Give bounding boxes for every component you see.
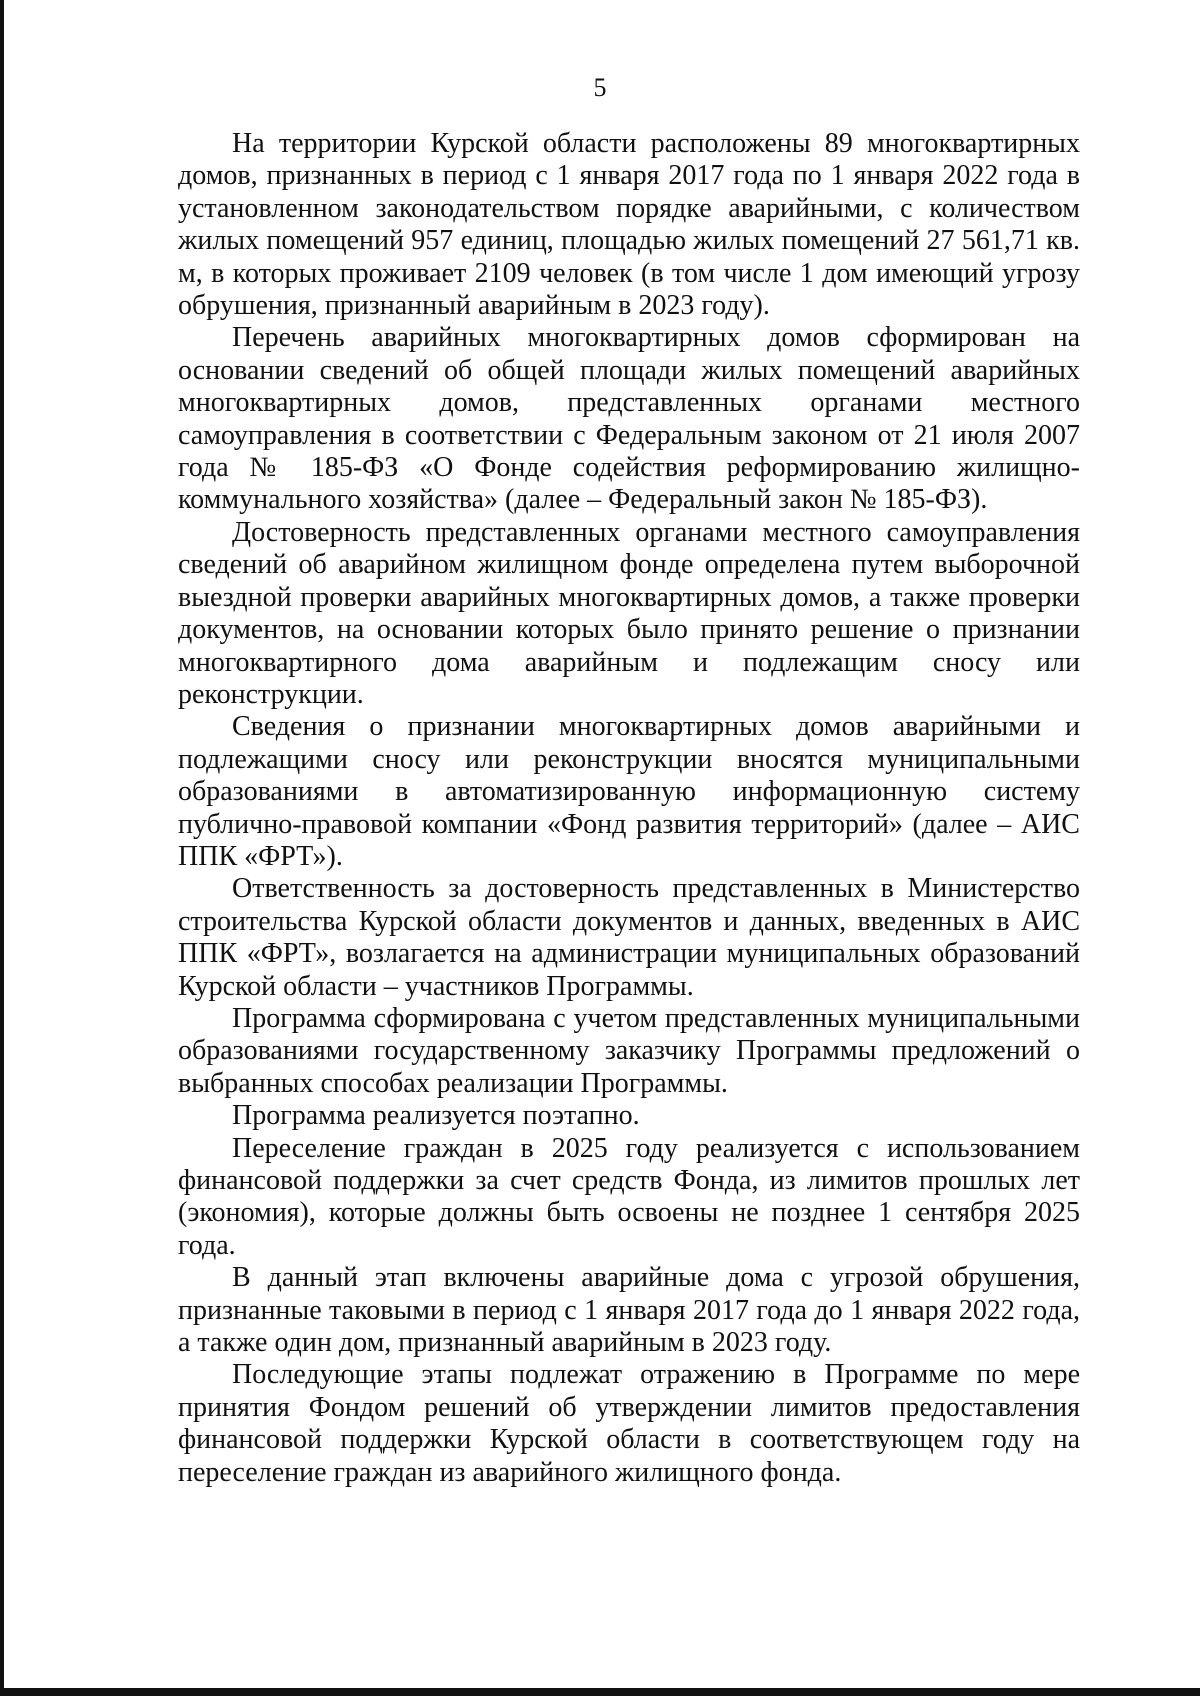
page-number: 5 (593, 73, 607, 102)
paragraph-stage-contents: В данный этап включены аварийные дома с угрозой обрушения, признанные таковыми в период с 1 января 2017 года до 1 января 2022 года, а также один дом, признанный аварийным в 2023 году. (178, 1262, 1080, 1359)
scan-bottom-edge (0, 1688, 1200, 1696)
paragraph-program-formation: Программа сформирована с учетом представленных муниципальными образованиями государственному заказчику Программы предложений о выбранных способах реализации Программы. (178, 1002, 1080, 1099)
paragraph-subsequent-stages: Последующие этапы подлежат отражению в Программе по мере принятия Фондом решений об утверждении лимитов предоставления финансовой поддержки Курской области в соответствующем году на переселение граждан из аварийного жилищного фонда. (178, 1359, 1080, 1488)
scan-left-edge (0, 0, 4, 1696)
paragraph-data-reliability: Достоверность представленных органами местного самоуправления сведений об аварийном жилищном фонде определена путем выборочной выездной проверки аварийных многоквартирных домов, а также проверки документов, на основании которых было принято решение о признании многоквартирного дома аварийным и подлежащим сносу или реконструкции. (178, 516, 1080, 710)
paragraph-responsibility: Ответственность за достоверность представленных в Министерство строительства Курской области документов и данных, введенных в АИС ППК «ФРТ», возлагается на администрации муниципальных образований Курской области – участников Программы. (178, 873, 1080, 1002)
paragraph-emergency-houses: На территории Курской области расположены 89 многоквартирных домов, признанных в период с 1 января 2017 года по 1 января 2022 года в установленном законодательством порядке аварийными, с количеством жилых помещений 957 единиц, площадью жилых помещений 27 561,71 кв. м, в которых проживает 2109 человек (в том числе 1 дом имеющий угрозу обрушения, признанный аварийным в 2023 году). (178, 128, 1080, 322)
paragraph-houses-list: Перечень аварийных многоквартирных домов сформирован на основании сведений об общей площади жилых помещений аварийных многоквартирных домов, представленных органами местного самоуправления в соответствии с Федеральным законом от 21 июля 2007 года № 185-ФЗ «О Фонде содействия реформированию жилищно-коммунального хозяйства» (далее – Федеральный закон № 185-ФЗ). (178, 322, 1080, 516)
paragraph-ais-data-entry: Сведения о признании многоквартирных домов аварийными и подлежащими сносу или реконструкции вносятся муниципальными образованиями в автоматизированную информационную систему публично-правовой компании «Фонд развития территорий» (далее – АИС ППК «ФРТ»). (178, 711, 1080, 872)
document-body (178, 128, 1080, 1489)
paragraph-resettlement-2025: Переселение граждан в 2025 году реализуется с использованием финансовой поддержки за счет средств Фонда, из лимитов прошлых лет (экономия), которые должны быть освоены не позднее 1 сентября 2025 года. (178, 1132, 1080, 1261)
paragraph-program-stages: Программа реализуется поэтапно. (232, 1100, 640, 1132)
